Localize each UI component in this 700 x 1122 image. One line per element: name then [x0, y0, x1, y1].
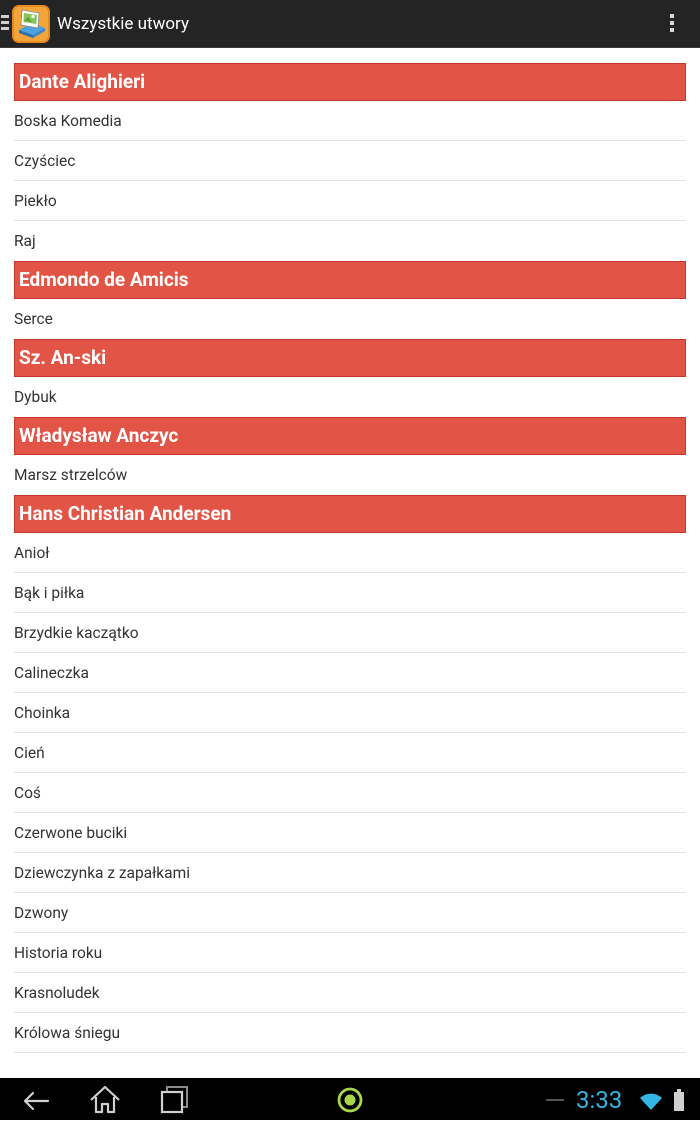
list-item[interactable]: Marsz strzelców: [14, 466, 128, 484]
recent-apps-icon[interactable]: [154, 1078, 196, 1120]
list-item[interactable]: Anioł: [14, 533, 686, 573]
overflow-menu-icon[interactable]: [669, 14, 675, 34]
list-item[interactable]: Dybuk: [14, 388, 57, 406]
list-item[interactable]: Krasnoludek: [14, 973, 686, 1013]
list-item[interactable]: Piekło: [14, 181, 686, 221]
list-item[interactable]: Choinka: [14, 693, 686, 733]
section-header-wladyslaw-anczyc: Władysław Anczyc: [14, 417, 686, 455]
list-item[interactable]: Cień: [14, 733, 686, 773]
drawer-indicator-icon[interactable]: [1, 15, 9, 32]
list-item[interactable]: Czerwone buciki: [14, 813, 686, 853]
wifi-icon: [637, 1078, 665, 1120]
app-title: Wszystkie utwory: [57, 14, 190, 34]
battery-icon: [671, 1078, 687, 1120]
list-item[interactable]: Historia roku: [14, 933, 686, 973]
section-header-edmondo-de-amicis: Edmondo de Amicis: [14, 261, 686, 299]
book-app-icon[interactable]: [11, 4, 51, 44]
notification-ring-icon[interactable]: [334, 1078, 366, 1120]
list-item[interactable]: Serce: [14, 310, 53, 328]
system-nav-bar: [0, 1078, 700, 1120]
section-header-dante-alighieri: Dante Alighieri: [14, 63, 686, 101]
list-item[interactable]: Bąk i piłka: [14, 573, 686, 613]
back-icon[interactable]: [14, 1078, 56, 1120]
list-item[interactable]: Królowa śniegu: [14, 1013, 686, 1053]
list-item[interactable]: Czyściec: [14, 141, 686, 181]
clock-time: 3:33: [576, 1086, 623, 1114]
list-item[interactable]: Coś: [14, 773, 686, 813]
list-item[interactable]: Dziewczynka z zapałkami: [14, 853, 686, 893]
section-header-sz-an-ski: Sz. An-ski: [14, 339, 686, 377]
list-item[interactable]: Boska Komedia: [14, 101, 686, 141]
action-bar: [0, 0, 700, 48]
section-header-hans-christian-andersen: Hans Christian Andersen: [14, 495, 686, 533]
status-dash-icon: [544, 1078, 566, 1120]
list-item[interactable]: Dzwony: [14, 893, 686, 933]
home-icon[interactable]: [84, 1078, 126, 1120]
works-list: [0, 48, 700, 1053]
list-item[interactable]: Raj: [14, 232, 36, 250]
list-item[interactable]: Calineczka: [14, 653, 686, 693]
list-item[interactable]: Brzydkie kaczątko: [14, 613, 686, 653]
